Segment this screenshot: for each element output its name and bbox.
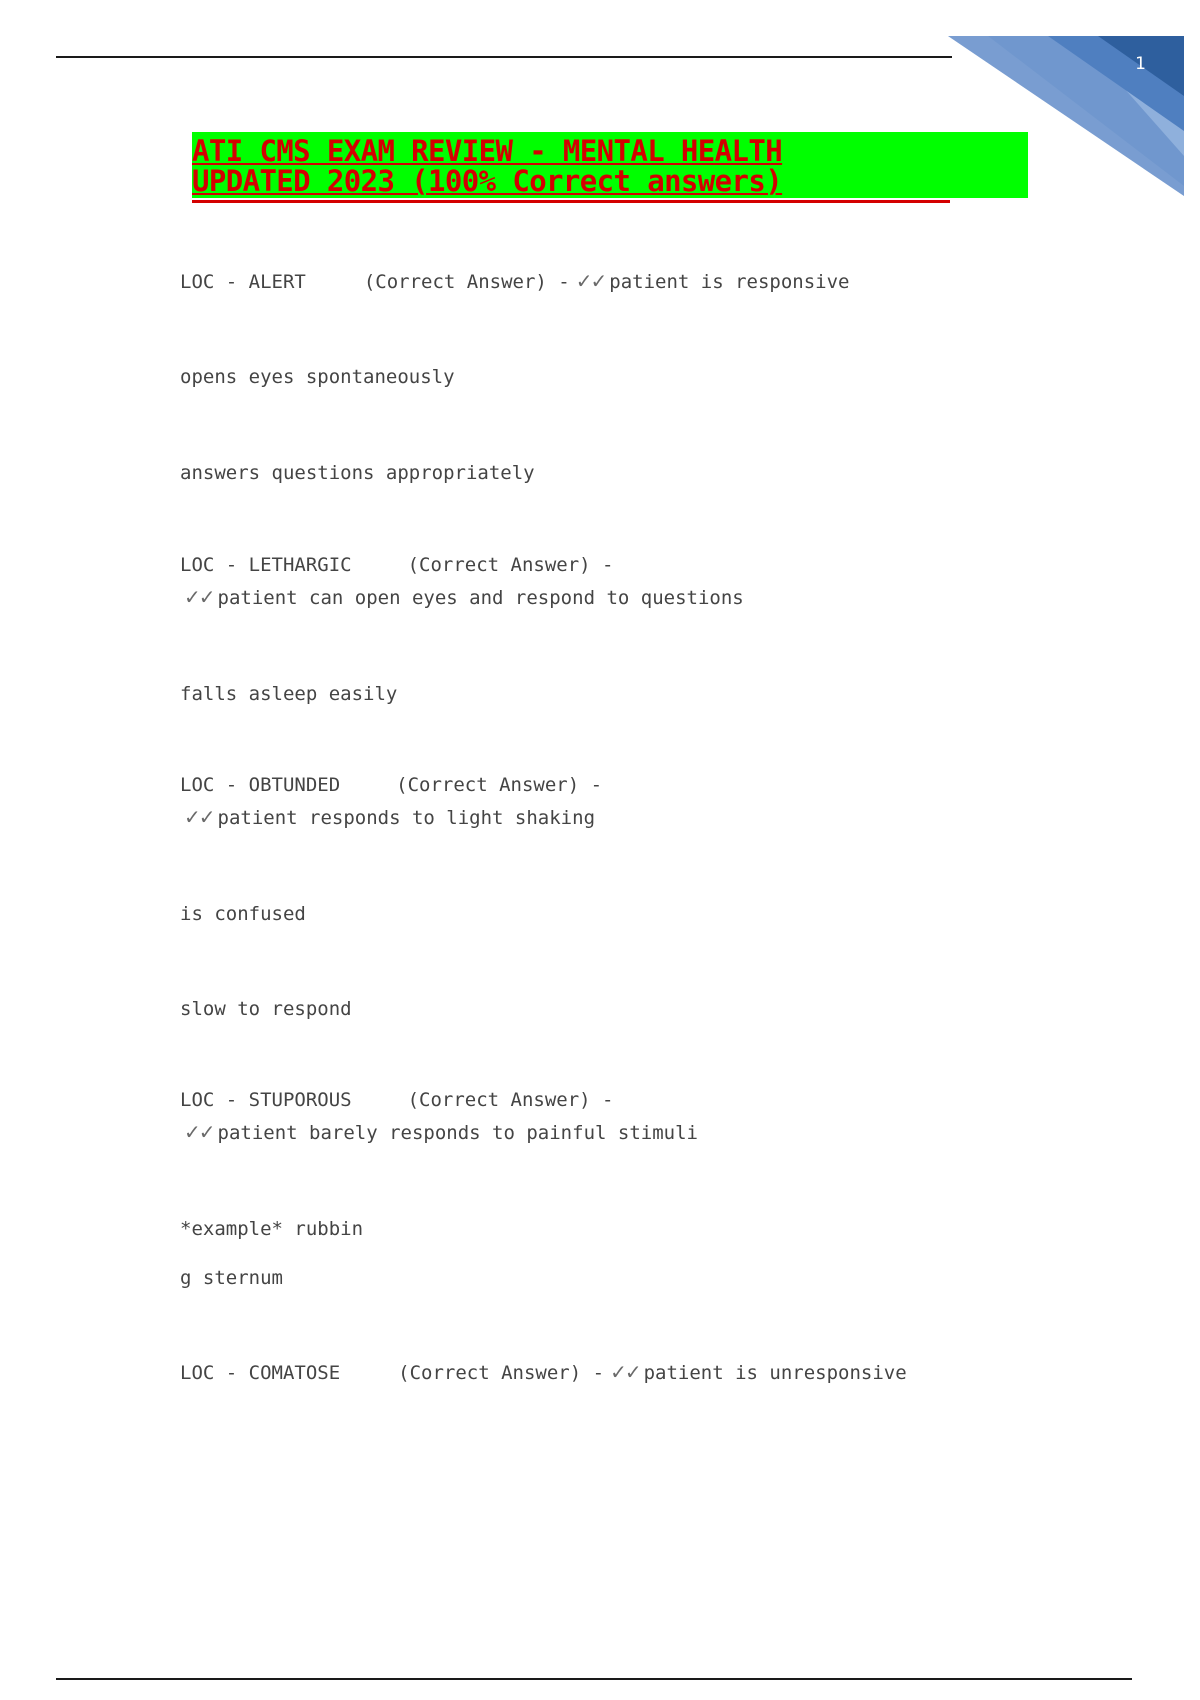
correct-answer-label: (Correct Answer) - <box>396 774 603 796</box>
double-check-icon: ✓✓ <box>610 1360 640 1384</box>
detail-text: g sternum <box>180 1267 283 1289</box>
detail-text: *example* rubbin <box>180 1218 364 1240</box>
double-check-icon: ✓✓ <box>184 585 214 609</box>
page-number: 1 <box>1135 54 1146 74</box>
correct-answer-label: (Correct Answer) - <box>407 1089 614 1111</box>
detail-text: falls asleep easily <box>180 683 398 705</box>
answer-text: patient can open eyes and respond to questions <box>217 587 744 609</box>
detail-text: opens eyes spontaneously <box>180 366 455 388</box>
correct-answer-label: (Correct Answer) - <box>407 554 614 576</box>
detail-text: is confused <box>180 903 306 925</box>
answer-text: patient is unresponsive <box>643 1362 907 1384</box>
entry-lethargic-line <box>180 553 614 577</box>
entry-lethargic-answer-line <box>180 585 744 610</box>
entry-comatose-line <box>180 1360 907 1385</box>
term-label: LOC - OBTUNDED <box>180 774 341 796</box>
detail-text: slow to respond <box>180 998 352 1020</box>
document-title-line-2: UPDATED 2023 (100% Correct answers) <box>192 164 783 198</box>
double-check-icon: ✓✓ <box>575 269 606 293</box>
footer-rule <box>56 1678 1132 1680</box>
detail-text: answers questions appropriately <box>180 462 535 484</box>
term-label: LOC - STUPOROUS <box>180 1089 352 1111</box>
entry-obtunded-line <box>180 773 602 797</box>
term-label: LOC - ALERT <box>180 271 306 293</box>
double-check-icon: ✓✓ <box>184 805 214 829</box>
term-label: LOC - COMATOSE <box>180 1362 341 1384</box>
header-rule <box>56 56 952 58</box>
entry-alert-line <box>180 269 849 294</box>
double-check-icon: ✓✓ <box>184 1120 214 1144</box>
entry-stuporous-line <box>180 1088 614 1112</box>
document-title-line-1: ATI CMS EXAM REVIEW - MENTAL HEALTH <box>192 134 783 168</box>
correct-answer-label: (Correct Answer) - <box>398 1362 605 1384</box>
answer-text: patient barely responds to painful stimuli <box>217 1122 698 1144</box>
answer-text: patient is responsive <box>609 271 850 293</box>
correct-answer-label: (Correct Answer) - <box>363 271 570 293</box>
term-label: LOC - LETHARGIC <box>180 554 352 576</box>
entry-obtunded-answer-line <box>180 805 595 830</box>
answer-text: patient responds to light shaking <box>217 807 596 829</box>
title-underline <box>192 200 950 203</box>
entry-stuporous-answer-line <box>180 1120 698 1145</box>
